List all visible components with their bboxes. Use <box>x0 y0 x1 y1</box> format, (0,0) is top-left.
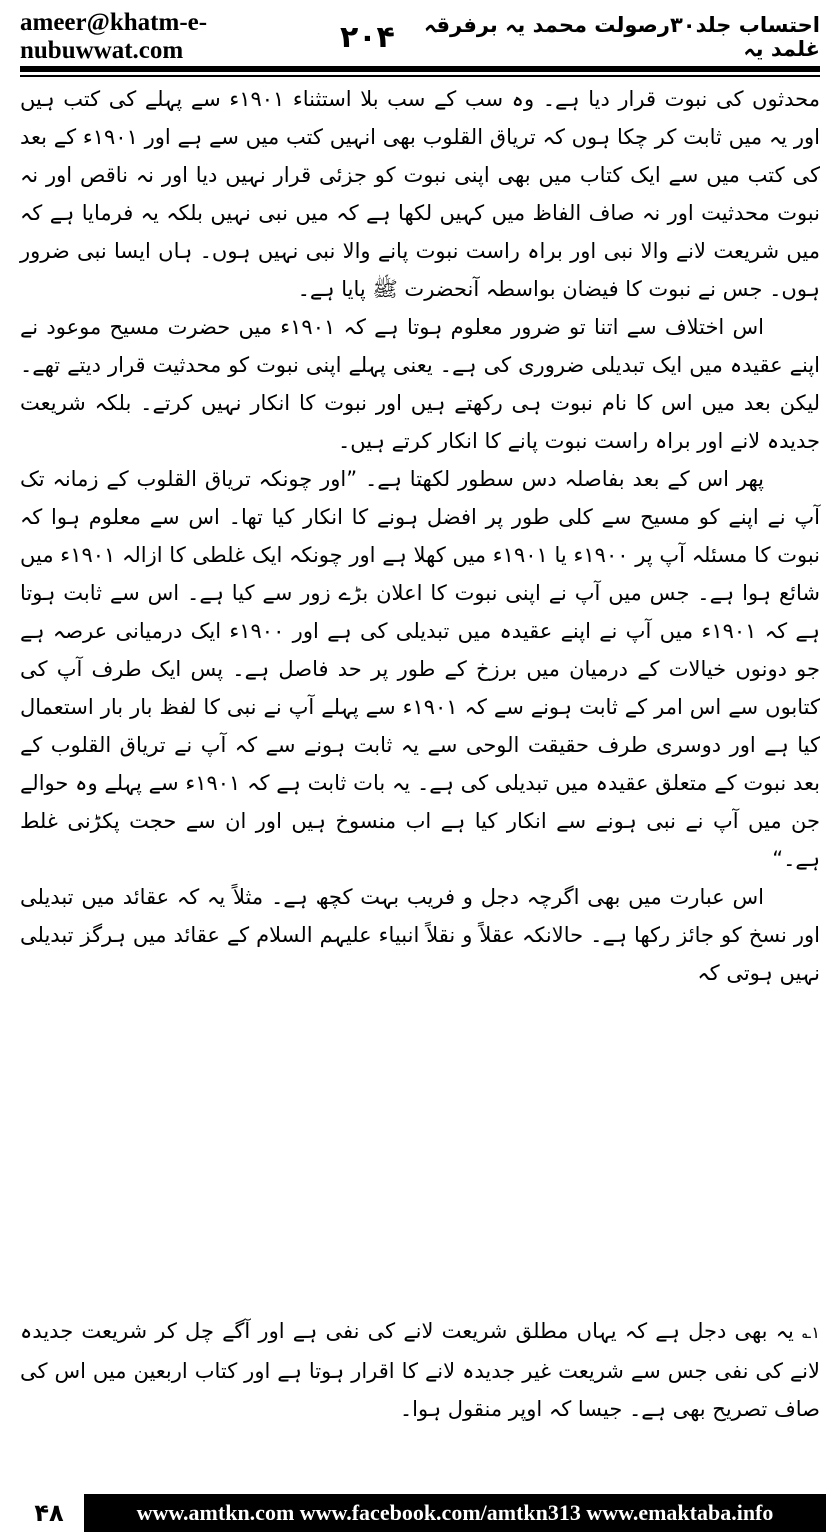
paragraph-2: اس اختلاف سے اتنا تو ضرور معلوم ہوتا ہے کہ ۱۹۰۱ء میں حضرت مسیح موعود نے اپنے عقیدہ میں ایک تبدیلی ضروری کی ہے۔ یعنی پہلے اپنی نبوت کو محدثیت قرار دیتے تھے۔ لیکن بعد میں اس کا نام نبوت ہی رکھتے ہیں اور نبوت کا انکار نہیں کرتے۔ بلکہ شریعت جدیدہ لانے اور براہ راست نبوت پانے کا انکار کرتے ہیں۔ <box>20 315 820 453</box>
footer-links: www.amtkn.com www.facebook.com/amtkn313 www.emaktaba.info <box>84 1494 826 1532</box>
footnote <box>20 1312 820 1428</box>
paragraph-1: محدثوں کی نبوت قرار دیا ہے۔ وہ سب کے سب بلا استثناء ۱۹۰۱ء سے پہلے کی کتب ہیں اور یہ میں ثابت کر چکا ہوں کہ تریاق القلوب بھی انہیں کتب میں سے ہے اور ۱۹۰۱ء کے بعد کی کتب میں سے ایک کتاب میں بھی اپنی نبوت کو جزئی قرار نہیں دیا اور نہ ناقص اور نہ نبوت محدثیت اور نہ صاف الفاظ میں کہیں لکھا ہے کہ میں نبی نہیں بلکہ یہ فرمایا ہے کہ میں شریعت لانے والا نبی اور براہ راست نبوت پانے والا نبی نہیں ہوں۔ ہاں ایسا نبی ضرور ہوں۔ جس نے نبوت کا فیضان بواسطہ آنحضرت ﷺ پایا ہے۔ <box>20 87 820 301</box>
page-footer <box>14 1494 826 1532</box>
header-page-number: ۲۰۴ <box>339 19 395 55</box>
footer-number: ۴۸ <box>34 1499 64 1527</box>
header-rule-thick <box>20 66 820 72</box>
page-header <box>20 9 820 64</box>
paragraph-4: اس عبارت میں بھی اگرچہ دجل و فریب بہت کچھ ہے۔ مثلاً یہ کہ عقائد میں تبدیلی اور نسخ کو جائز رکھا ہے۔ حالانکہ عقلاً و نقلاً انبیاء علیہم السلام کے عقائد میں ہرگز تبدیلی نہیں ہوتی کہ <box>20 885 820 985</box>
body-text <box>20 80 820 992</box>
header-email: ameer@khatm-e-nubuwwat.com <box>20 9 208 64</box>
footnote-text: یہ بھی دجل ہے کہ یہاں مطلق شریعت لانے کی نفی ہے اور آگے چل کر شریعت جدیدہ لانے کی نفی جس سے شریعت غیر جدیدہ لانے کا اقرار ہوتا ہے اور کتاب اربعین میں اس کی صاف تصریح بھی ہے۔ جیسا کہ اوپر منقول ہوا۔ <box>20 1319 820 1421</box>
header-left <box>20 9 395 65</box>
header-rule-thin <box>20 75 820 77</box>
footnote-marker: ۱؎ <box>802 1323 820 1342</box>
running-title: احتساب جلد۳۰رصولت محمد یہ برفرقہ غلمد یہ <box>423 13 820 61</box>
paragraph-3: پھر اس کے بعد بفاصلہ دس سطور لکھتا ہے۔ ”اور چونکہ تریاق القلوب کے زمانہ تک آپ نے اپنے کو مسیح سے کلی طور پر افضل ہونے کا انکار کیا تھا۔ اس سے معلوم ہوا کہ نبوت کا مسئلہ آپ پر ۱۹۰۰ء یا ۱۹۰۱ء میں کھلا ہے اور چونکہ ایک غلطی کا ازالہ ۱۹۰۱ء میں شائع ہوا ہے۔ جس میں آپ نے اپنی نبوت کا اعلان بڑے زور سے کیا ہے۔ اس سے ثابت ہوتا ہے کہ ۱۹۰۱ء میں آپ نے اپنے عقیدہ میں تبدیلی کی ہے اور ۱۹۰۰ء ایک درمیانی عرصہ ہے جو دونوں خیالات کے درمیان میں برزخ کے طور پر حد فاصل ہے۔ پس ایک طرف آپ کی کتابوں سے اس امر کے ثابت ہونے سے کہ ۱۹۰۱ء سے پہلے آپ نے نبی کا لفظ بار بار استعمال کیا ہے اور دوسری طرف حقیقت الوحی سے یہ ثابت ہونے سے کہ آپ نے تریاق القلوب کے بعد نبوت کے متعلق عقیدہ میں تبدیلی کی ہے۔ یہ بات ثابت ہے کہ ۱۹۰۱ء سے پہلے وہ حوالے جن میں آپ نے نبی ہونے سے انکار کیا ہے اب منسوخ ہیں اور ان سے حجت پکڑنی غلط ہے۔“ <box>20 467 820 871</box>
